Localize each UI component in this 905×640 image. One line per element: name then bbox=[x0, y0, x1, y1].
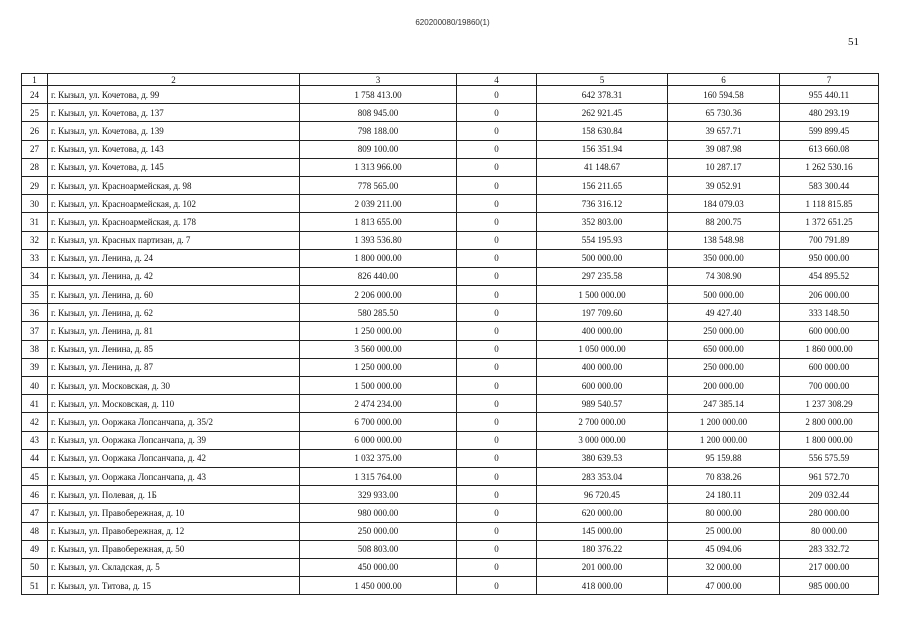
table-row bbox=[22, 540, 879, 558]
value-cell: 0 bbox=[457, 286, 537, 304]
value-cell: 2 039 211.00 bbox=[300, 195, 457, 213]
column-header: 4 bbox=[457, 74, 537, 86]
table-row bbox=[22, 358, 879, 376]
value-cell: 250 000.00 bbox=[668, 358, 780, 376]
value-cell: 45 094.06 bbox=[668, 540, 780, 558]
value-cell: 95 159.88 bbox=[668, 449, 780, 467]
table-row bbox=[22, 467, 879, 485]
value-cell: 1 450 000.00 bbox=[300, 577, 457, 595]
table-row bbox=[22, 504, 879, 522]
row-number: 44 bbox=[22, 449, 48, 467]
value-cell: 600 000.00 bbox=[780, 322, 879, 340]
value-cell: 613 660.08 bbox=[780, 140, 879, 158]
value-cell: 65 730.36 bbox=[668, 104, 780, 122]
value-cell: 700 791.89 bbox=[780, 231, 879, 249]
value-cell: 283 332.72 bbox=[780, 540, 879, 558]
value-cell: 0 bbox=[457, 467, 537, 485]
address-cell: г. Кызыл, ул. Ленина, д. 87 bbox=[48, 358, 300, 376]
value-cell: 24 180.11 bbox=[668, 486, 780, 504]
table-row bbox=[22, 395, 879, 413]
value-cell: 454 895.52 bbox=[780, 267, 879, 285]
value-cell: 950 000.00 bbox=[780, 249, 879, 267]
value-cell: 247 385.14 bbox=[668, 395, 780, 413]
row-number: 50 bbox=[22, 558, 48, 576]
row-number: 49 bbox=[22, 540, 48, 558]
value-cell: 556 575.59 bbox=[780, 449, 879, 467]
value-cell: 798 188.00 bbox=[300, 122, 457, 140]
value-cell: 500 000.00 bbox=[537, 249, 668, 267]
value-cell: 1 262 530.16 bbox=[780, 158, 879, 176]
row-number: 43 bbox=[22, 431, 48, 449]
value-cell: 955 440.11 bbox=[780, 86, 879, 104]
address-cell: г. Кызыл, ул. Ленина, д. 42 bbox=[48, 267, 300, 285]
value-cell: 80 000.00 bbox=[668, 504, 780, 522]
value-cell: 778 565.00 bbox=[300, 176, 457, 194]
value-cell: 0 bbox=[457, 249, 537, 267]
value-cell: 1 237 308.29 bbox=[780, 395, 879, 413]
table-row bbox=[22, 249, 879, 267]
value-cell: 0 bbox=[457, 122, 537, 140]
value-cell: 3 000 000.00 bbox=[537, 431, 668, 449]
value-cell: 2 800 000.00 bbox=[780, 413, 879, 431]
value-cell: 88 200.75 bbox=[668, 213, 780, 231]
value-cell: 1 800 000.00 bbox=[780, 431, 879, 449]
table-row bbox=[22, 213, 879, 231]
value-cell: 0 bbox=[457, 176, 537, 194]
value-cell: 74 308.90 bbox=[668, 267, 780, 285]
value-cell: 156 351.94 bbox=[537, 140, 668, 158]
value-cell: 0 bbox=[457, 377, 537, 395]
address-cell: г. Кызыл, ул. Ленина, д. 81 bbox=[48, 322, 300, 340]
value-cell: 96 720.45 bbox=[537, 486, 668, 504]
value-cell: 0 bbox=[457, 558, 537, 576]
address-cell: г. Кызыл, ул. Ленина, д. 62 bbox=[48, 304, 300, 322]
address-cell: г. Кызыл, ул. Правобережная, д. 12 bbox=[48, 522, 300, 540]
value-cell: 0 bbox=[457, 322, 537, 340]
column-header: 7 bbox=[780, 74, 879, 86]
value-cell: 47 000.00 bbox=[668, 577, 780, 595]
value-cell: 0 bbox=[457, 486, 537, 504]
row-number: 51 bbox=[22, 577, 48, 595]
column-header: 3 bbox=[300, 74, 457, 86]
value-cell: 620 000.00 bbox=[537, 504, 668, 522]
value-cell: 0 bbox=[457, 304, 537, 322]
value-cell: 206 000.00 bbox=[780, 286, 879, 304]
row-number: 25 bbox=[22, 104, 48, 122]
value-cell: 70 838.26 bbox=[668, 467, 780, 485]
value-cell: 297 235.58 bbox=[537, 267, 668, 285]
value-cell: 0 bbox=[457, 522, 537, 540]
address-cell: г. Кызыл, ул. Ленина, д. 85 bbox=[48, 340, 300, 358]
address-cell: г. Кызыл, ул. Кочетова, д. 139 bbox=[48, 122, 300, 140]
value-cell: 1 372 651.25 bbox=[780, 213, 879, 231]
value-cell: 642 378.31 bbox=[537, 86, 668, 104]
table-row bbox=[22, 413, 879, 431]
value-cell: 500 000.00 bbox=[668, 286, 780, 304]
table-row bbox=[22, 104, 879, 122]
row-number: 36 bbox=[22, 304, 48, 322]
table-row bbox=[22, 86, 879, 104]
value-cell: 989 540.57 bbox=[537, 395, 668, 413]
address-cell: г. Кызыл, ул. Правобережная, д. 50 bbox=[48, 540, 300, 558]
value-cell: 0 bbox=[457, 449, 537, 467]
value-cell: 201 000.00 bbox=[537, 558, 668, 576]
value-cell: 1 315 764.00 bbox=[300, 467, 457, 485]
value-cell: 480 293.19 bbox=[780, 104, 879, 122]
value-cell: 0 bbox=[457, 395, 537, 413]
value-cell: 0 bbox=[457, 267, 537, 285]
value-cell: 39 087.98 bbox=[668, 140, 780, 158]
value-cell: 250 000.00 bbox=[300, 522, 457, 540]
address-cell: г. Кызыл, ул. Ооржака Лопсанчапа, д. 43 bbox=[48, 467, 300, 485]
value-cell: 418 000.00 bbox=[537, 577, 668, 595]
value-cell: 138 548.98 bbox=[668, 231, 780, 249]
address-cell: г. Кызыл, ул. Складская, д. 5 bbox=[48, 558, 300, 576]
value-cell: 1 758 413.00 bbox=[300, 86, 457, 104]
value-cell: 700 000.00 bbox=[780, 377, 879, 395]
data-table bbox=[21, 73, 879, 595]
value-cell: 0 bbox=[457, 104, 537, 122]
row-number: 41 bbox=[22, 395, 48, 413]
address-cell: г. Кызыл, ул. Правобережная, д. 10 bbox=[48, 504, 300, 522]
value-cell: 217 000.00 bbox=[780, 558, 879, 576]
row-number: 24 bbox=[22, 86, 48, 104]
table-row bbox=[22, 304, 879, 322]
table-row bbox=[22, 195, 879, 213]
row-number: 30 bbox=[22, 195, 48, 213]
value-cell: 809 100.00 bbox=[300, 140, 457, 158]
row-number: 46 bbox=[22, 486, 48, 504]
row-number: 28 bbox=[22, 158, 48, 176]
table-row bbox=[22, 340, 879, 358]
table-row bbox=[22, 522, 879, 540]
value-cell: 200 000.00 bbox=[668, 377, 780, 395]
address-cell: г. Кызыл, ул. Полевая, д. 1Б bbox=[48, 486, 300, 504]
address-cell: г. Кызыл, ул. Кочетова, д. 99 bbox=[48, 86, 300, 104]
value-cell: 1 860 000.00 bbox=[780, 340, 879, 358]
address-cell: г. Кызыл, ул. Московская, д. 30 bbox=[48, 377, 300, 395]
value-cell: 961 572.70 bbox=[780, 467, 879, 485]
value-cell: 0 bbox=[457, 86, 537, 104]
value-cell: 0 bbox=[457, 213, 537, 231]
value-cell: 49 427.40 bbox=[668, 304, 780, 322]
value-cell: 1 500 000.00 bbox=[537, 286, 668, 304]
value-cell: 1 200 000.00 bbox=[668, 431, 780, 449]
value-cell: 6 700 000.00 bbox=[300, 413, 457, 431]
value-cell: 0 bbox=[457, 504, 537, 522]
value-cell: 39 657.71 bbox=[668, 122, 780, 140]
value-cell: 508 803.00 bbox=[300, 540, 457, 558]
value-cell: 80 000.00 bbox=[780, 522, 879, 540]
table-row bbox=[22, 322, 879, 340]
table-row bbox=[22, 267, 879, 285]
value-cell: 39 052.91 bbox=[668, 176, 780, 194]
table-row bbox=[22, 140, 879, 158]
value-cell: 1 250 000.00 bbox=[300, 322, 457, 340]
table-row bbox=[22, 577, 879, 595]
value-cell: 0 bbox=[457, 577, 537, 595]
value-cell: 0 bbox=[457, 140, 537, 158]
table-body bbox=[22, 86, 879, 595]
value-cell: 826 440.00 bbox=[300, 267, 457, 285]
value-cell: 41 148.67 bbox=[537, 158, 668, 176]
value-cell: 1 032 375.00 bbox=[300, 449, 457, 467]
value-cell: 1 813 655.00 bbox=[300, 213, 457, 231]
table-row bbox=[22, 377, 879, 395]
row-number: 40 bbox=[22, 377, 48, 395]
value-cell: 600 000.00 bbox=[780, 358, 879, 376]
value-cell: 333 148.50 bbox=[780, 304, 879, 322]
value-cell: 1 250 000.00 bbox=[300, 358, 457, 376]
address-cell: г. Кызыл, ул. Кочетова, д. 143 bbox=[48, 140, 300, 158]
value-cell: 283 353.04 bbox=[537, 467, 668, 485]
row-number: 26 bbox=[22, 122, 48, 140]
column-header: 6 bbox=[668, 74, 780, 86]
value-cell: 250 000.00 bbox=[668, 322, 780, 340]
address-cell: г. Кызыл, ул. Красноармейская, д. 178 bbox=[48, 213, 300, 231]
value-cell: 600 000.00 bbox=[537, 377, 668, 395]
address-cell: г. Кызыл, ул. Ооржака Лопсанчапа, д. 35/2 bbox=[48, 413, 300, 431]
row-number: 48 bbox=[22, 522, 48, 540]
table-header-row bbox=[22, 74, 879, 86]
table-row bbox=[22, 122, 879, 140]
value-cell: 329 933.00 bbox=[300, 486, 457, 504]
value-cell: 380 639.53 bbox=[537, 449, 668, 467]
address-cell: г. Кызыл, ул. Красных партизан, д. 7 bbox=[48, 231, 300, 249]
value-cell: 0 bbox=[457, 413, 537, 431]
value-cell: 583 300.44 bbox=[780, 176, 879, 194]
value-cell: 262 921.45 bbox=[537, 104, 668, 122]
value-cell: 158 630.84 bbox=[537, 122, 668, 140]
address-cell: г. Кызыл, ул. Ленина, д. 24 bbox=[48, 249, 300, 267]
value-cell: 0 bbox=[457, 158, 537, 176]
address-cell: г. Кызыл, ул. Красноармейская, д. 102 bbox=[48, 195, 300, 213]
value-cell: 736 316.12 bbox=[537, 195, 668, 213]
value-cell: 554 195.93 bbox=[537, 231, 668, 249]
table-row bbox=[22, 486, 879, 504]
value-cell: 400 000.00 bbox=[537, 358, 668, 376]
row-number: 37 bbox=[22, 322, 48, 340]
row-number: 33 bbox=[22, 249, 48, 267]
value-cell: 0 bbox=[457, 340, 537, 358]
value-cell: 1 313 966.00 bbox=[300, 158, 457, 176]
table-row bbox=[22, 449, 879, 467]
value-cell: 2 700 000.00 bbox=[537, 413, 668, 431]
value-cell: 32 000.00 bbox=[668, 558, 780, 576]
value-cell: 400 000.00 bbox=[537, 322, 668, 340]
column-header: 2 bbox=[48, 74, 300, 86]
address-cell: г. Кызыл, ул. Ооржака Лопсанчапа, д. 42 bbox=[48, 449, 300, 467]
value-cell: 0 bbox=[457, 431, 537, 449]
address-cell: г. Кызыл, ул. Кочетова, д. 145 bbox=[48, 158, 300, 176]
value-cell: 2 206 000.00 bbox=[300, 286, 457, 304]
value-cell: 1 800 000.00 bbox=[300, 249, 457, 267]
value-cell: 10 287.17 bbox=[668, 158, 780, 176]
row-number: 39 bbox=[22, 358, 48, 376]
value-cell: 0 bbox=[457, 231, 537, 249]
table-row bbox=[22, 286, 879, 304]
value-cell: 3 560 000.00 bbox=[300, 340, 457, 358]
value-cell: 6 000 000.00 bbox=[300, 431, 457, 449]
value-cell: 1 393 536.80 bbox=[300, 231, 457, 249]
value-cell: 450 000.00 bbox=[300, 558, 457, 576]
value-cell: 2 474 234.00 bbox=[300, 395, 457, 413]
value-cell: 0 bbox=[457, 358, 537, 376]
value-cell: 650 000.00 bbox=[668, 340, 780, 358]
value-cell: 985 000.00 bbox=[780, 577, 879, 595]
value-cell: 1 200 000.00 bbox=[668, 413, 780, 431]
row-number: 27 bbox=[22, 140, 48, 158]
value-cell: 0 bbox=[457, 540, 537, 558]
value-cell: 980 000.00 bbox=[300, 504, 457, 522]
row-number: 42 bbox=[22, 413, 48, 431]
row-number: 32 bbox=[22, 231, 48, 249]
address-cell: г. Кызыл, ул. Титова, д. 15 bbox=[48, 577, 300, 595]
value-cell: 156 211.65 bbox=[537, 176, 668, 194]
value-cell: 350 000.00 bbox=[668, 249, 780, 267]
value-cell: 808 945.00 bbox=[300, 104, 457, 122]
row-number: 29 bbox=[22, 176, 48, 194]
value-cell: 184 079.03 bbox=[668, 195, 780, 213]
value-cell: 197 709.60 bbox=[537, 304, 668, 322]
value-cell: 599 899.45 bbox=[780, 122, 879, 140]
table-row bbox=[22, 231, 879, 249]
table-row bbox=[22, 431, 879, 449]
column-header: 1 bbox=[22, 74, 48, 86]
value-cell: 209 032.44 bbox=[780, 486, 879, 504]
document-id: 620200080/19860(1) bbox=[415, 18, 490, 27]
value-cell: 352 803.00 bbox=[537, 213, 668, 231]
row-number: 31 bbox=[22, 213, 48, 231]
row-number: 34 bbox=[22, 267, 48, 285]
value-cell: 160 594.58 bbox=[668, 86, 780, 104]
address-cell: г. Кызыл, ул. Красноармейская, д. 98 bbox=[48, 176, 300, 194]
row-number: 35 bbox=[22, 286, 48, 304]
table-row bbox=[22, 176, 879, 194]
value-cell: 0 bbox=[457, 195, 537, 213]
page-number: 51 bbox=[848, 36, 859, 48]
value-cell: 180 376.22 bbox=[537, 540, 668, 558]
address-cell: г. Кызыл, ул. Московская, д. 110 bbox=[48, 395, 300, 413]
value-cell: 145 000.00 bbox=[537, 522, 668, 540]
row-number: 38 bbox=[22, 340, 48, 358]
address-cell: г. Кызыл, ул. Ленина, д. 60 bbox=[48, 286, 300, 304]
column-header: 5 bbox=[537, 74, 668, 86]
value-cell: 280 000.00 bbox=[780, 504, 879, 522]
table-row bbox=[22, 158, 879, 176]
value-cell: 1 118 815.85 bbox=[780, 195, 879, 213]
table-row bbox=[22, 558, 879, 576]
value-cell: 1 050 000.00 bbox=[537, 340, 668, 358]
row-number: 45 bbox=[22, 467, 48, 485]
address-cell: г. Кызыл, ул. Кочетова, д. 137 bbox=[48, 104, 300, 122]
value-cell: 25 000.00 bbox=[668, 522, 780, 540]
row-number: 47 bbox=[22, 504, 48, 522]
value-cell: 580 285.50 bbox=[300, 304, 457, 322]
value-cell: 1 500 000.00 bbox=[300, 377, 457, 395]
address-cell: г. Кызыл, ул. Ооржака Лопсанчапа, д. 39 bbox=[48, 431, 300, 449]
